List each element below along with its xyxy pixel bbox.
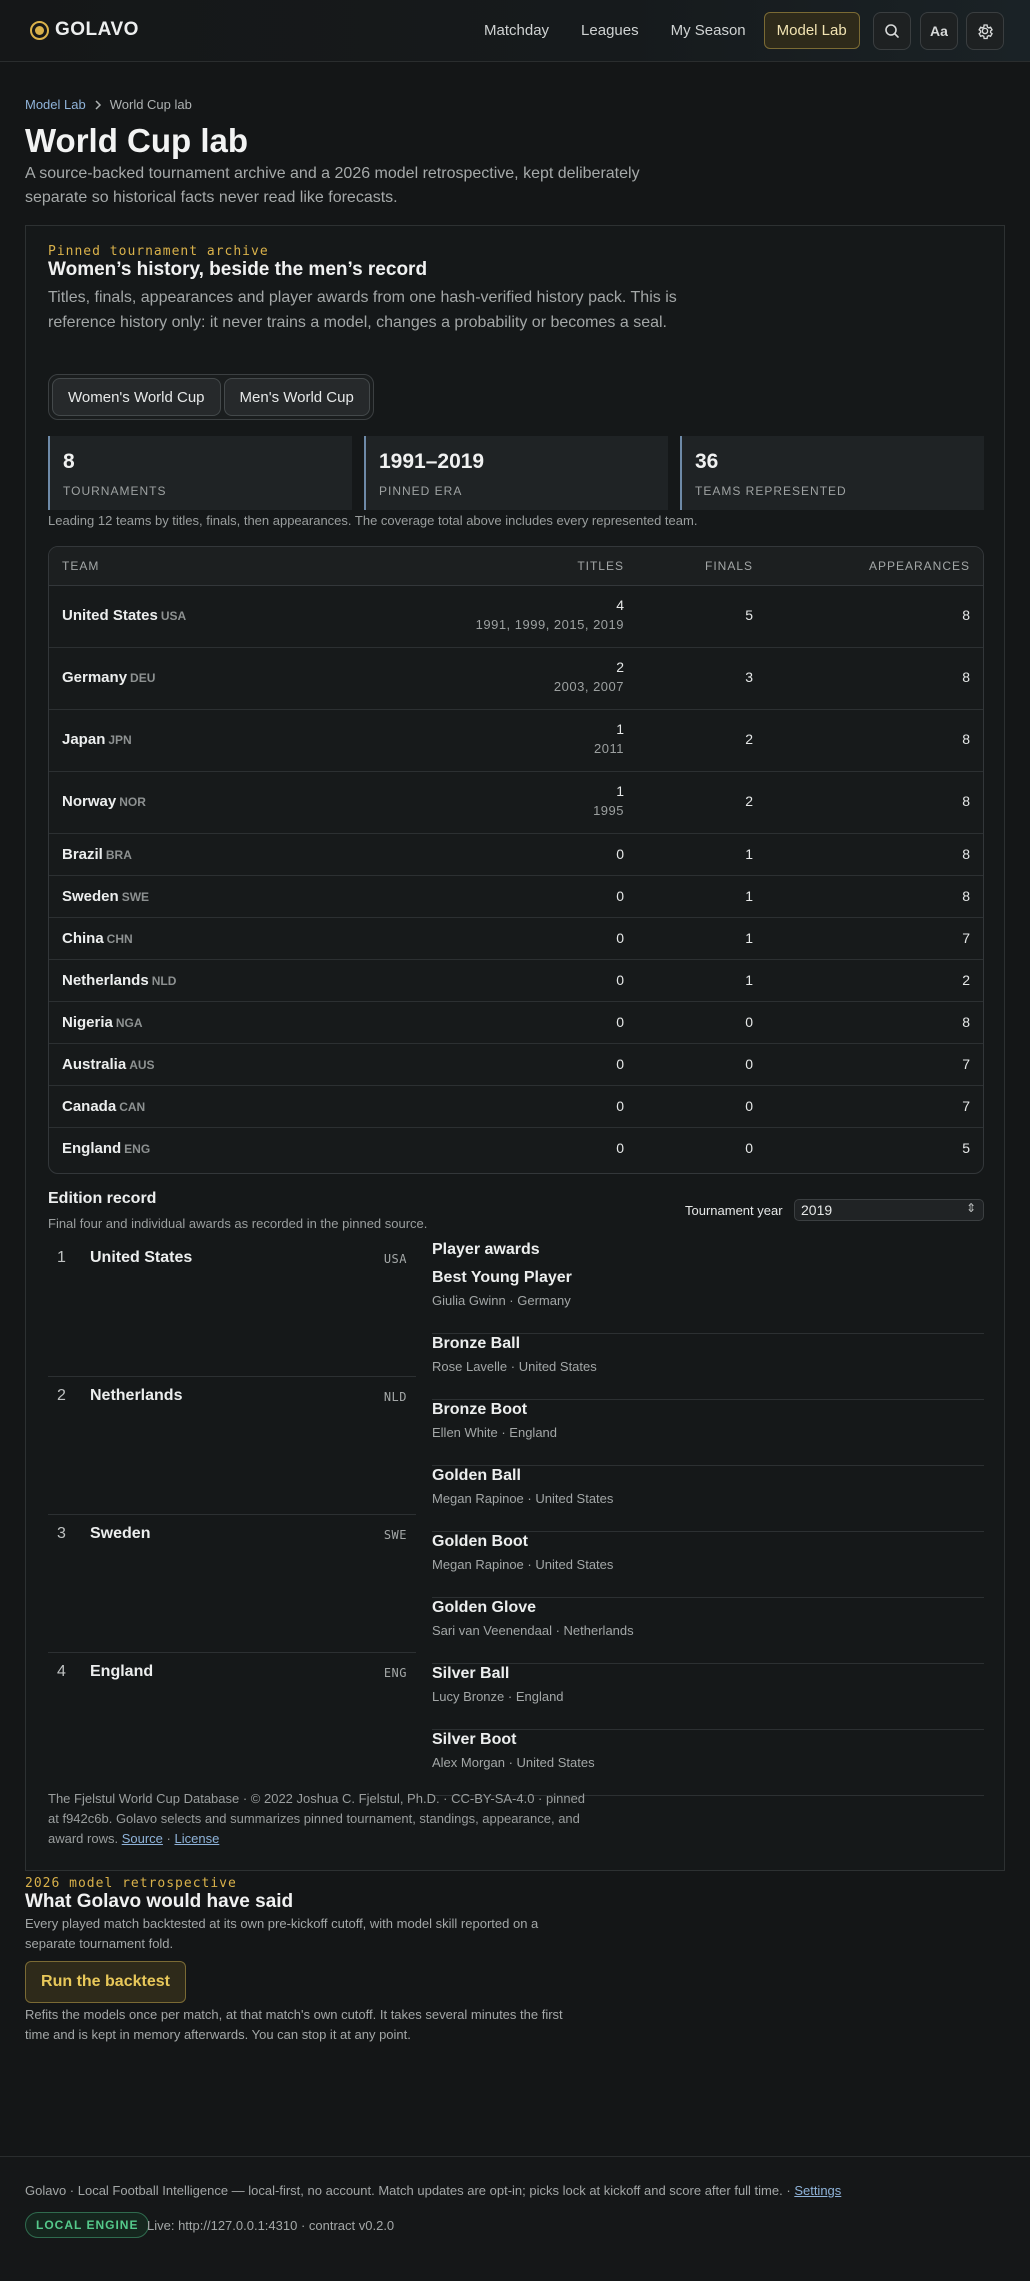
team-name: Netherlands <box>62 972 149 989</box>
archive-kicker: Pinned tournament archive <box>48 244 269 259</box>
team-name-cell <box>62 888 149 905</box>
footer-text <box>25 2183 841 2198</box>
final-four-team: Sweden <box>90 1525 151 1542</box>
page-title: World Cup lab <box>25 122 249 159</box>
team-name-cell <box>62 1098 145 1115</box>
titles-count: 0 <box>616 1140 624 1156</box>
tournament-year-value: 2019 <box>801 1202 833 1218</box>
license-link[interactable]: License <box>174 1831 220 1846</box>
tournament-year-select[interactable] <box>794 1199 984 1221</box>
retro-kicker: 2026 model retrospective <box>25 1876 237 1891</box>
final-four-item <box>48 1377 416 1515</box>
titles-count: 1 <box>616 721 624 737</box>
table-row <box>49 772 983 834</box>
column-titles[interactable]: TITLES <box>577 559 624 573</box>
brand-name: GOLAVO <box>55 19 139 40</box>
team-code: AUS <box>129 1058 155 1072</box>
final-four-rank: 3 <box>57 1525 66 1542</box>
team-code: DEU <box>130 671 156 685</box>
award-name: Golden Glove <box>432 1599 537 1616</box>
table-row <box>49 876 983 918</box>
titles-count: 0 <box>616 1098 624 1114</box>
final-four-item <box>48 1653 416 1791</box>
appearances-cell: 8 <box>962 731 970 747</box>
titles-count: 0 <box>616 888 624 904</box>
titles-cell <box>476 597 624 632</box>
footer <box>0 2156 1030 2281</box>
appearances-cell: 2 <box>962 972 970 988</box>
tab-mens-world-cup[interactable]: Men's World Cup <box>224 378 370 416</box>
appearances-cell: 8 <box>962 669 970 685</box>
table-header <box>49 547 983 586</box>
award-name: Bronze Ball <box>432 1335 521 1352</box>
archive-stats <box>48 436 984 510</box>
tab-womens-world-cup[interactable]: Women's World Cup <box>52 378 221 416</box>
retro-description: Every played match backtested at its own pre-kickoff cutoff, with model skill reported on a separate tournament fold. <box>25 1916 539 1951</box>
finals-cell: 2 <box>745 793 753 809</box>
run-backtest-button[interactable]: Run the backtest <box>25 1961 186 2003</box>
team-name: Norway <box>62 793 117 810</box>
titles-count: 1 <box>616 783 624 799</box>
titles-count: 4 <box>616 597 624 613</box>
team-code: ENG <box>124 1142 151 1156</box>
stat-label: TEAMS REPRESENTED <box>695 484 847 498</box>
appearances-cell: 7 <box>962 1056 970 1072</box>
team-code: NLD <box>151 974 177 988</box>
team-name-cell <box>62 846 132 863</box>
stats-note: Leading 12 teams by titles, finals, then appearances. The coverage total above includes every represented team. <box>48 513 698 528</box>
titles-count: 0 <box>616 846 624 862</box>
table-row <box>49 648 983 710</box>
team-name-cell <box>62 793 146 810</box>
titles-cell <box>616 1056 624 1072</box>
team-name-cell <box>62 972 176 989</box>
team-name-cell <box>62 607 186 624</box>
finals-cell: 5 <box>745 607 753 623</box>
final-four-item <box>48 1515 416 1653</box>
final-four-rank: 2 <box>57 1387 66 1404</box>
award-item <box>432 1466 984 1532</box>
team-name-cell <box>62 1014 143 1031</box>
final-four-item <box>48 1239 416 1377</box>
team-code: CHN <box>106 932 133 946</box>
finals-cell: 0 <box>745 1014 753 1030</box>
award-winner: Alex Morgan · United States <box>432 1755 595 1770</box>
source-link[interactable]: Source <box>121 1831 163 1846</box>
edition-record-subtitle: Final four and individual awards as recorded in the pinned source. <box>48 1216 428 1231</box>
table-body <box>49 586 983 1170</box>
award-winner: Lucy Bronze · England <box>432 1689 564 1704</box>
breadcrumb-current: World Cup lab <box>109 97 192 112</box>
award-name: Best Young Player <box>432 1269 572 1286</box>
titles-cell <box>554 659 624 694</box>
team-code: BRA <box>105 848 132 862</box>
footer-settings-link[interactable]: Settings <box>794 2183 842 2198</box>
award-winner: Sari van Veenendaal · Netherlands <box>432 1623 634 1638</box>
table-row <box>49 710 983 772</box>
stat-tournaments <box>48 436 352 510</box>
team-name-cell <box>62 930 133 947</box>
team-name: Australia <box>62 1056 127 1073</box>
team-name: Germany <box>62 669 128 686</box>
stat-teams-represented <box>680 436 984 510</box>
team-code: NGA <box>115 1016 143 1030</box>
award-item <box>432 1532 984 1598</box>
award-winner: Ellen White · England <box>432 1425 558 1440</box>
appearances-cell: 8 <box>962 793 970 809</box>
chevron-up-down-icon: ⇕ <box>965 1201 976 1215</box>
final-four-code: NLD <box>383 1390 407 1404</box>
team-code: JPN <box>108 733 132 747</box>
award-name: Golden Ball <box>432 1467 521 1484</box>
team-name: Canada <box>62 1098 117 1115</box>
titles-count: 0 <box>616 1014 624 1030</box>
titles-cell <box>594 721 624 756</box>
team-name: United States <box>62 607 158 624</box>
final-four-rank: 4 <box>57 1663 66 1680</box>
competition-toggle <box>48 374 374 420</box>
top-bar <box>0 0 1030 62</box>
award-name: Silver Ball <box>432 1665 510 1682</box>
final-four-list <box>48 1239 416 1791</box>
appearances-cell: 7 <box>962 930 970 946</box>
footer-description: Golavo · Local Football Intelligence — local-first, no account. Match updates are opt-in; picks lock at kickoff and score after full time. · <box>25 2183 791 2198</box>
award-item <box>432 1730 984 1796</box>
titles-count: 2 <box>616 659 624 675</box>
stat-label: TOURNAMENTS <box>63 484 167 498</box>
table-row <box>49 918 983 960</box>
finals-cell: 0 <box>745 1098 753 1114</box>
team-name: Nigeria <box>62 1014 113 1031</box>
titles-cell <box>593 783 624 818</box>
retro-note: Refits the models once per match, at that match's own cutoff. It takes several minutes the first time and is kept in memory afterwards. You can stop it at any point. <box>25 2007 563 2042</box>
appearances-cell: 7 <box>962 1098 970 1114</box>
title-years: 1991, 1999, 2015, 2019 <box>475 617 624 632</box>
teams-table <box>48 546 984 1174</box>
chevron-right-icon <box>94 100 102 110</box>
finals-cell: 1 <box>745 888 753 904</box>
player-awards-title: Player awards <box>432 1241 540 1258</box>
golavo-logo-icon <box>30 21 49 40</box>
finals-cell: 0 <box>745 1056 753 1072</box>
team-code: NOR <box>119 795 146 809</box>
final-four-code: ENG <box>383 1666 407 1680</box>
team-name-cell <box>62 669 155 686</box>
credit-text: The Fjelstul World Cup Database · © 2022 Joshua C. Fjelstul, Ph.D. · CC-BY-SA-4.0 · pinned at f942c6b. Golavo selects and summarizes pinned tournament, standings, appearance, and award rows. <box>48 1791 586 1846</box>
table-row <box>49 834 983 876</box>
nav-my-season[interactable]: My Season <box>670 22 746 39</box>
table-row <box>49 1002 983 1044</box>
award-name: Silver Boot <box>432 1731 517 1748</box>
tournament-year-label: Tournament year <box>685 1203 783 1218</box>
search-button[interactable] <box>873 12 911 50</box>
archive-description: Titles, finals, appearances and player awards from one hash-verified history pack. This is reference history only: it never trains a model, changes a probability or becomes a seal. <box>48 289 677 331</box>
title-years: 2011 <box>594 741 624 756</box>
titles-cell <box>616 888 624 904</box>
titles-cell <box>616 846 624 862</box>
finals-cell: 2 <box>745 731 753 747</box>
final-four-rank: 1 <box>57 1249 66 1266</box>
titles-count: 0 <box>616 1056 624 1072</box>
team-name: China <box>62 930 104 947</box>
titles-cell <box>616 1014 624 1030</box>
credit-separator: · <box>166 1831 171 1846</box>
team-name: Brazil <box>62 846 103 863</box>
player-awards <box>432 1241 984 1796</box>
award-name: Bronze Boot <box>432 1401 528 1418</box>
team-code: CAN <box>119 1100 146 1114</box>
archive-title: Women’s history, beside the men’s record <box>48 259 428 280</box>
table-row <box>49 1086 983 1128</box>
column-finals[interactable]: FINALS <box>704 559 753 573</box>
local-engine-badge: LOCAL ENGINE <box>25 2212 149 2238</box>
team-name-cell <box>62 1140 150 1157</box>
team-name: England <box>62 1140 122 1157</box>
team-code: USA <box>160 609 187 623</box>
source-credit <box>48 1789 588 1849</box>
font-size-button[interactable]: Aa <box>920 12 958 50</box>
nav-model-lab[interactable]: Model Lab <box>764 12 860 49</box>
engine-status: Live: http://127.0.0.1:4310 · contract v0.2.0 <box>147 2218 395 2233</box>
finals-cell: 1 <box>745 930 753 946</box>
column-appearances[interactable]: APPEARANCES <box>868 559 970 573</box>
appearances-cell: 8 <box>962 888 970 904</box>
award-item <box>432 1400 984 1466</box>
breadcrumb-model-lab[interactable]: Model Lab <box>25 97 86 112</box>
stat-value: 36 <box>695 450 719 473</box>
finals-cell: 1 <box>745 972 753 988</box>
settings-button[interactable] <box>966 12 1004 50</box>
award-item <box>432 1598 984 1664</box>
gear-icon <box>976 22 994 40</box>
titles-count: 0 <box>616 930 624 946</box>
team-name-cell <box>62 1056 155 1073</box>
award-name: Golden Boot <box>432 1533 528 1550</box>
table-row <box>49 1128 983 1170</box>
page-subtitle: A source-backed tournament archive and a 2026 model retrospective, kept deliberately separate so historical facts never read like forecasts. <box>25 165 640 206</box>
finals-cell: 3 <box>745 669 753 685</box>
nav-matchday[interactable]: Matchday <box>484 22 550 39</box>
table-row <box>49 960 983 1002</box>
award-item <box>432 1334 984 1400</box>
titles-cell <box>616 1140 624 1156</box>
appearances-cell: 8 <box>962 607 970 623</box>
titles-count: 0 <box>616 972 624 988</box>
final-four-team: England <box>90 1663 154 1680</box>
award-winner: Megan Rapinoe · United States <box>432 1491 614 1506</box>
brand[interactable] <box>30 19 139 41</box>
appearances-cell: 5 <box>962 1140 970 1156</box>
finals-cell: 1 <box>745 846 753 862</box>
search-icon <box>884 23 900 39</box>
edition-record-title: Edition record <box>48 1190 157 1207</box>
column-team[interactable]: TEAM <box>62 559 100 573</box>
titles-cell <box>616 972 624 988</box>
team-name: Sweden <box>62 888 119 905</box>
stat-value: 8 <box>63 450 75 473</box>
table-row <box>49 586 983 648</box>
stat-pinned-era <box>364 436 668 510</box>
team-name-cell <box>62 731 132 748</box>
award-winner: Giulia Gwinn · Germany <box>432 1293 571 1308</box>
final-four-team: United States <box>90 1249 193 1266</box>
team-code: SWE <box>121 890 150 904</box>
appearances-cell: 8 <box>962 1014 970 1030</box>
awards-list <box>432 1268 984 1796</box>
team-name: Japan <box>62 731 106 748</box>
award-item <box>432 1268 984 1334</box>
title-years: 1995 <box>593 803 624 818</box>
stat-label: PINNED ERA <box>379 484 463 498</box>
finals-cell: 0 <box>745 1140 753 1156</box>
title-years: 2003, 2007 <box>553 679 624 694</box>
tournament-archive-panel <box>25 225 1005 1871</box>
stat-value: 1991–2019 <box>379 450 485 473</box>
final-four-code: USA <box>383 1252 407 1266</box>
final-four-code: SWE <box>383 1528 407 1542</box>
final-four-team: Netherlands <box>90 1387 183 1404</box>
award-winner: Rose Lavelle · United States <box>432 1359 597 1374</box>
main-nav <box>470 12 860 49</box>
retro-title: What Golavo would have said <box>25 1891 294 1912</box>
nav-leagues[interactable]: Leagues <box>581 22 639 39</box>
titles-cell <box>616 1098 624 1114</box>
titles-cell <box>616 930 624 946</box>
table-row <box>49 1044 983 1086</box>
appearances-cell: 8 <box>962 846 970 862</box>
breadcrumb <box>25 97 192 112</box>
award-winner: Megan Rapinoe · United States <box>432 1557 614 1572</box>
award-item <box>432 1664 984 1730</box>
